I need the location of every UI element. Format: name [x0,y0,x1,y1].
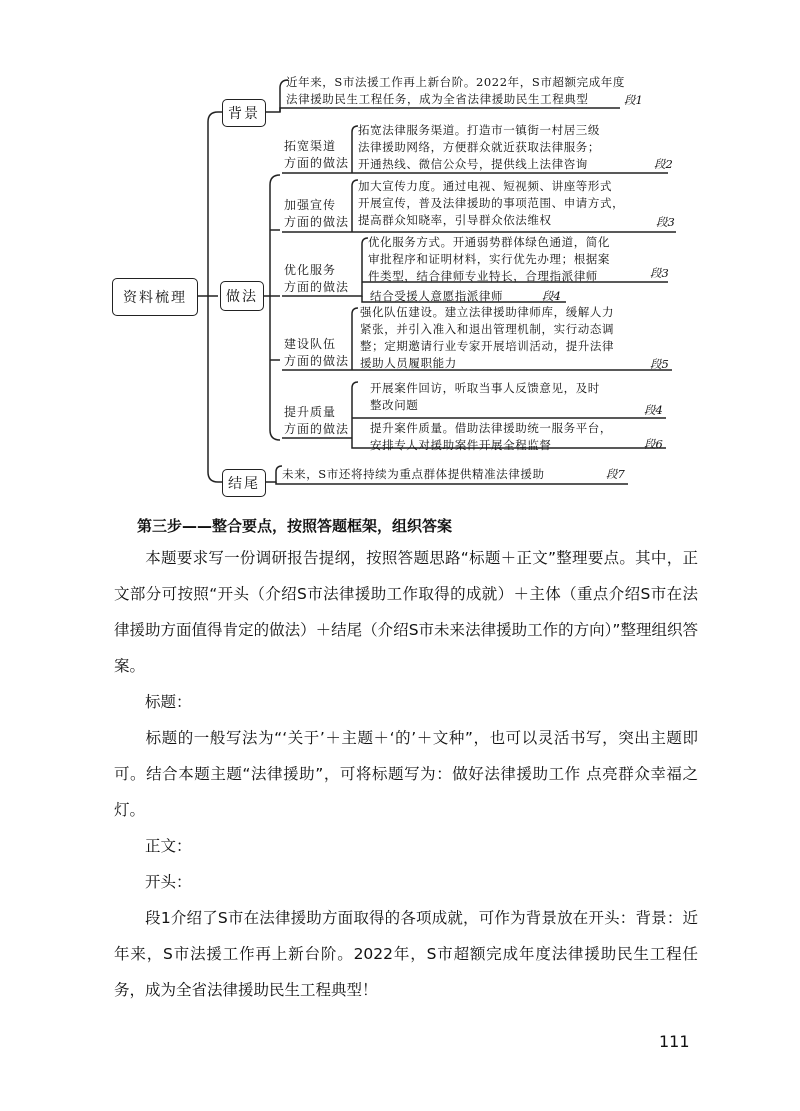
leaf-background [286,74,625,108]
branch-background-label: 背景 [228,106,260,122]
paragraph-title-method [114,720,698,828]
paragraph-title-label [114,684,698,720]
leaf-line: 结合受援人意愿指派律师 [370,289,504,303]
branch-methods-label: 做法 [226,289,258,305]
category-channels [284,138,349,172]
leaf-service-2 [370,288,503,305]
paragraph-intro [114,540,698,684]
leaf-line: 件类型，结合律师专业特长，合理指派律师 [368,269,598,283]
paragraph-tag: 段4 [542,289,561,303]
category-service [284,262,349,296]
category-quality [284,404,349,438]
category-line: 方面的做法 [284,280,350,294]
paragraph-tag: 段3 [656,215,675,229]
leaf-line: 未来，S市还将持续为重点群体提供精准法律援助 [282,467,545,481]
paragraph-tag: 段2 [654,157,673,171]
category-publicity [284,197,349,231]
leaf-line: 开展宣传，普及法律援助的事项范围、申请方式， [358,196,625,210]
leaf-team [360,304,614,372]
leaf-line: 法律援助网络，方便群众就近获取法律服务； [358,140,600,154]
paragraph-tag: 段4 [644,403,663,417]
paragraph-text: 正文： [145,837,192,855]
leaf-line: 安排专人对援助案件开展全程监督 [370,438,552,452]
paragraph-tag: 段3 [650,266,669,280]
paragraph-body-label [114,828,698,864]
category-line: 拓宽渠道 [284,139,337,153]
paragraph-opening [114,900,698,1008]
leaf-line: 近年来，S市法援工作再上新台阶。2022年，S市超额完成年度 [286,75,626,89]
page-number: 111 [659,1032,690,1051]
branch-ending-label: 结尾 [228,476,260,492]
paragraph-opening-label [114,864,698,900]
category-line: 方面的做法 [284,215,350,229]
paragraph-tag: 段1 [624,93,643,107]
leaf-line: 法律援助民生工程任务，成为全省法律援助民生工程典型 [286,92,589,106]
leaf-line: 强化队伍建设。建立法律援助律师库，缓解人力 [360,305,615,319]
leaf-line: 开通热线、微信公众号，提供线上法律咨询 [358,157,588,171]
leaf-line: 审批程序和证明材料，实行优先办理；根据案 [368,252,610,266]
paragraph-text: 标题的一般写法为“‘关于’＋主题＋‘的’＋文种”，也可以灵活书写，突出主题即可。结合本题主题“法律援助”，可将标题写为：做好法律援助工作 点亮群众幸福之灯。 [114,729,698,819]
step-heading: 第三步——整合要点，按照答题框架，组织答案 [137,517,453,535]
leaf-publicity [358,178,624,229]
leaf-line: 加大宣传力度。通过电视、短视频、讲座等形式 [358,179,613,193]
category-line: 加强宣传 [284,198,337,212]
paragraph-text: 开头： [145,873,192,891]
category-line: 方面的做法 [284,422,350,436]
paragraph-tag: 段6 [644,437,663,451]
leaf-line: 整；定期邀请行业专家开展培训活动，提升法律 [360,339,615,353]
leaf-quality [370,380,600,414]
paragraph-text: 段1介绍了S市在法律援助方面取得的各项成就，可作为背景放在开头：背景：近年来，S市法援工作再上新台阶。2022年，S市超额完成年度法律援助民生工程任务，成为全省法律援助民生工程典型！ [114,909,698,999]
paragraph-tag: 段7 [606,467,625,481]
leaf-line: 整改问题 [370,398,419,412]
category-line: 建设队伍 [284,337,337,351]
branch-ending [222,469,266,497]
leaf-line: 开展案件回访，听取当事人反馈意见，及时 [370,381,600,395]
branch-background [222,99,266,127]
paragraph-text: 本题要求写一份调研报告提纲，按照答题思路“标题＋正文”整理要点。其中，正文部分可按照“开头（介绍S市法律援助工作取得的成就）＋主体（重点介绍S市在法律援助方面值得肯定的做法）＋结尾（介绍S市未来法律援助工作的方向）”整理组织答案。 [114,549,698,675]
category-team [284,336,349,370]
paragraph-tag: 段5 [650,357,669,371]
leaf-line: 拓宽法律服务渠道。打造市一镇街一村居三级 [358,123,600,137]
mindmap-root-label: 资料梳理 [123,290,187,306]
leaf-ending [282,466,545,483]
leaf-service [368,234,610,285]
leaf-channels [358,122,600,173]
category-line: 方面的做法 [284,354,350,368]
leaf-line: 紧张，并引入准入和退出管理机制，实行动态调 [360,322,615,336]
category-line: 优化服务 [284,263,337,277]
category-line: 提升质量 [284,405,337,419]
paragraph-text: 标题： [145,693,192,711]
mindmap-root [112,278,198,316]
leaf-line: 优化服务方式。开通弱势群体绿色通道，简化 [368,235,610,249]
leaf-quality-2 [370,420,612,454]
leaf-line: 援助人员履职能力 [360,356,457,370]
leaf-line: 提高群众知晓率，引导群众依法维权 [358,213,552,227]
leaf-line: 提升案件质量。借助法律援助统一服务平台， [370,421,612,435]
branch-methods [220,281,264,311]
category-line: 方面的做法 [284,156,350,170]
